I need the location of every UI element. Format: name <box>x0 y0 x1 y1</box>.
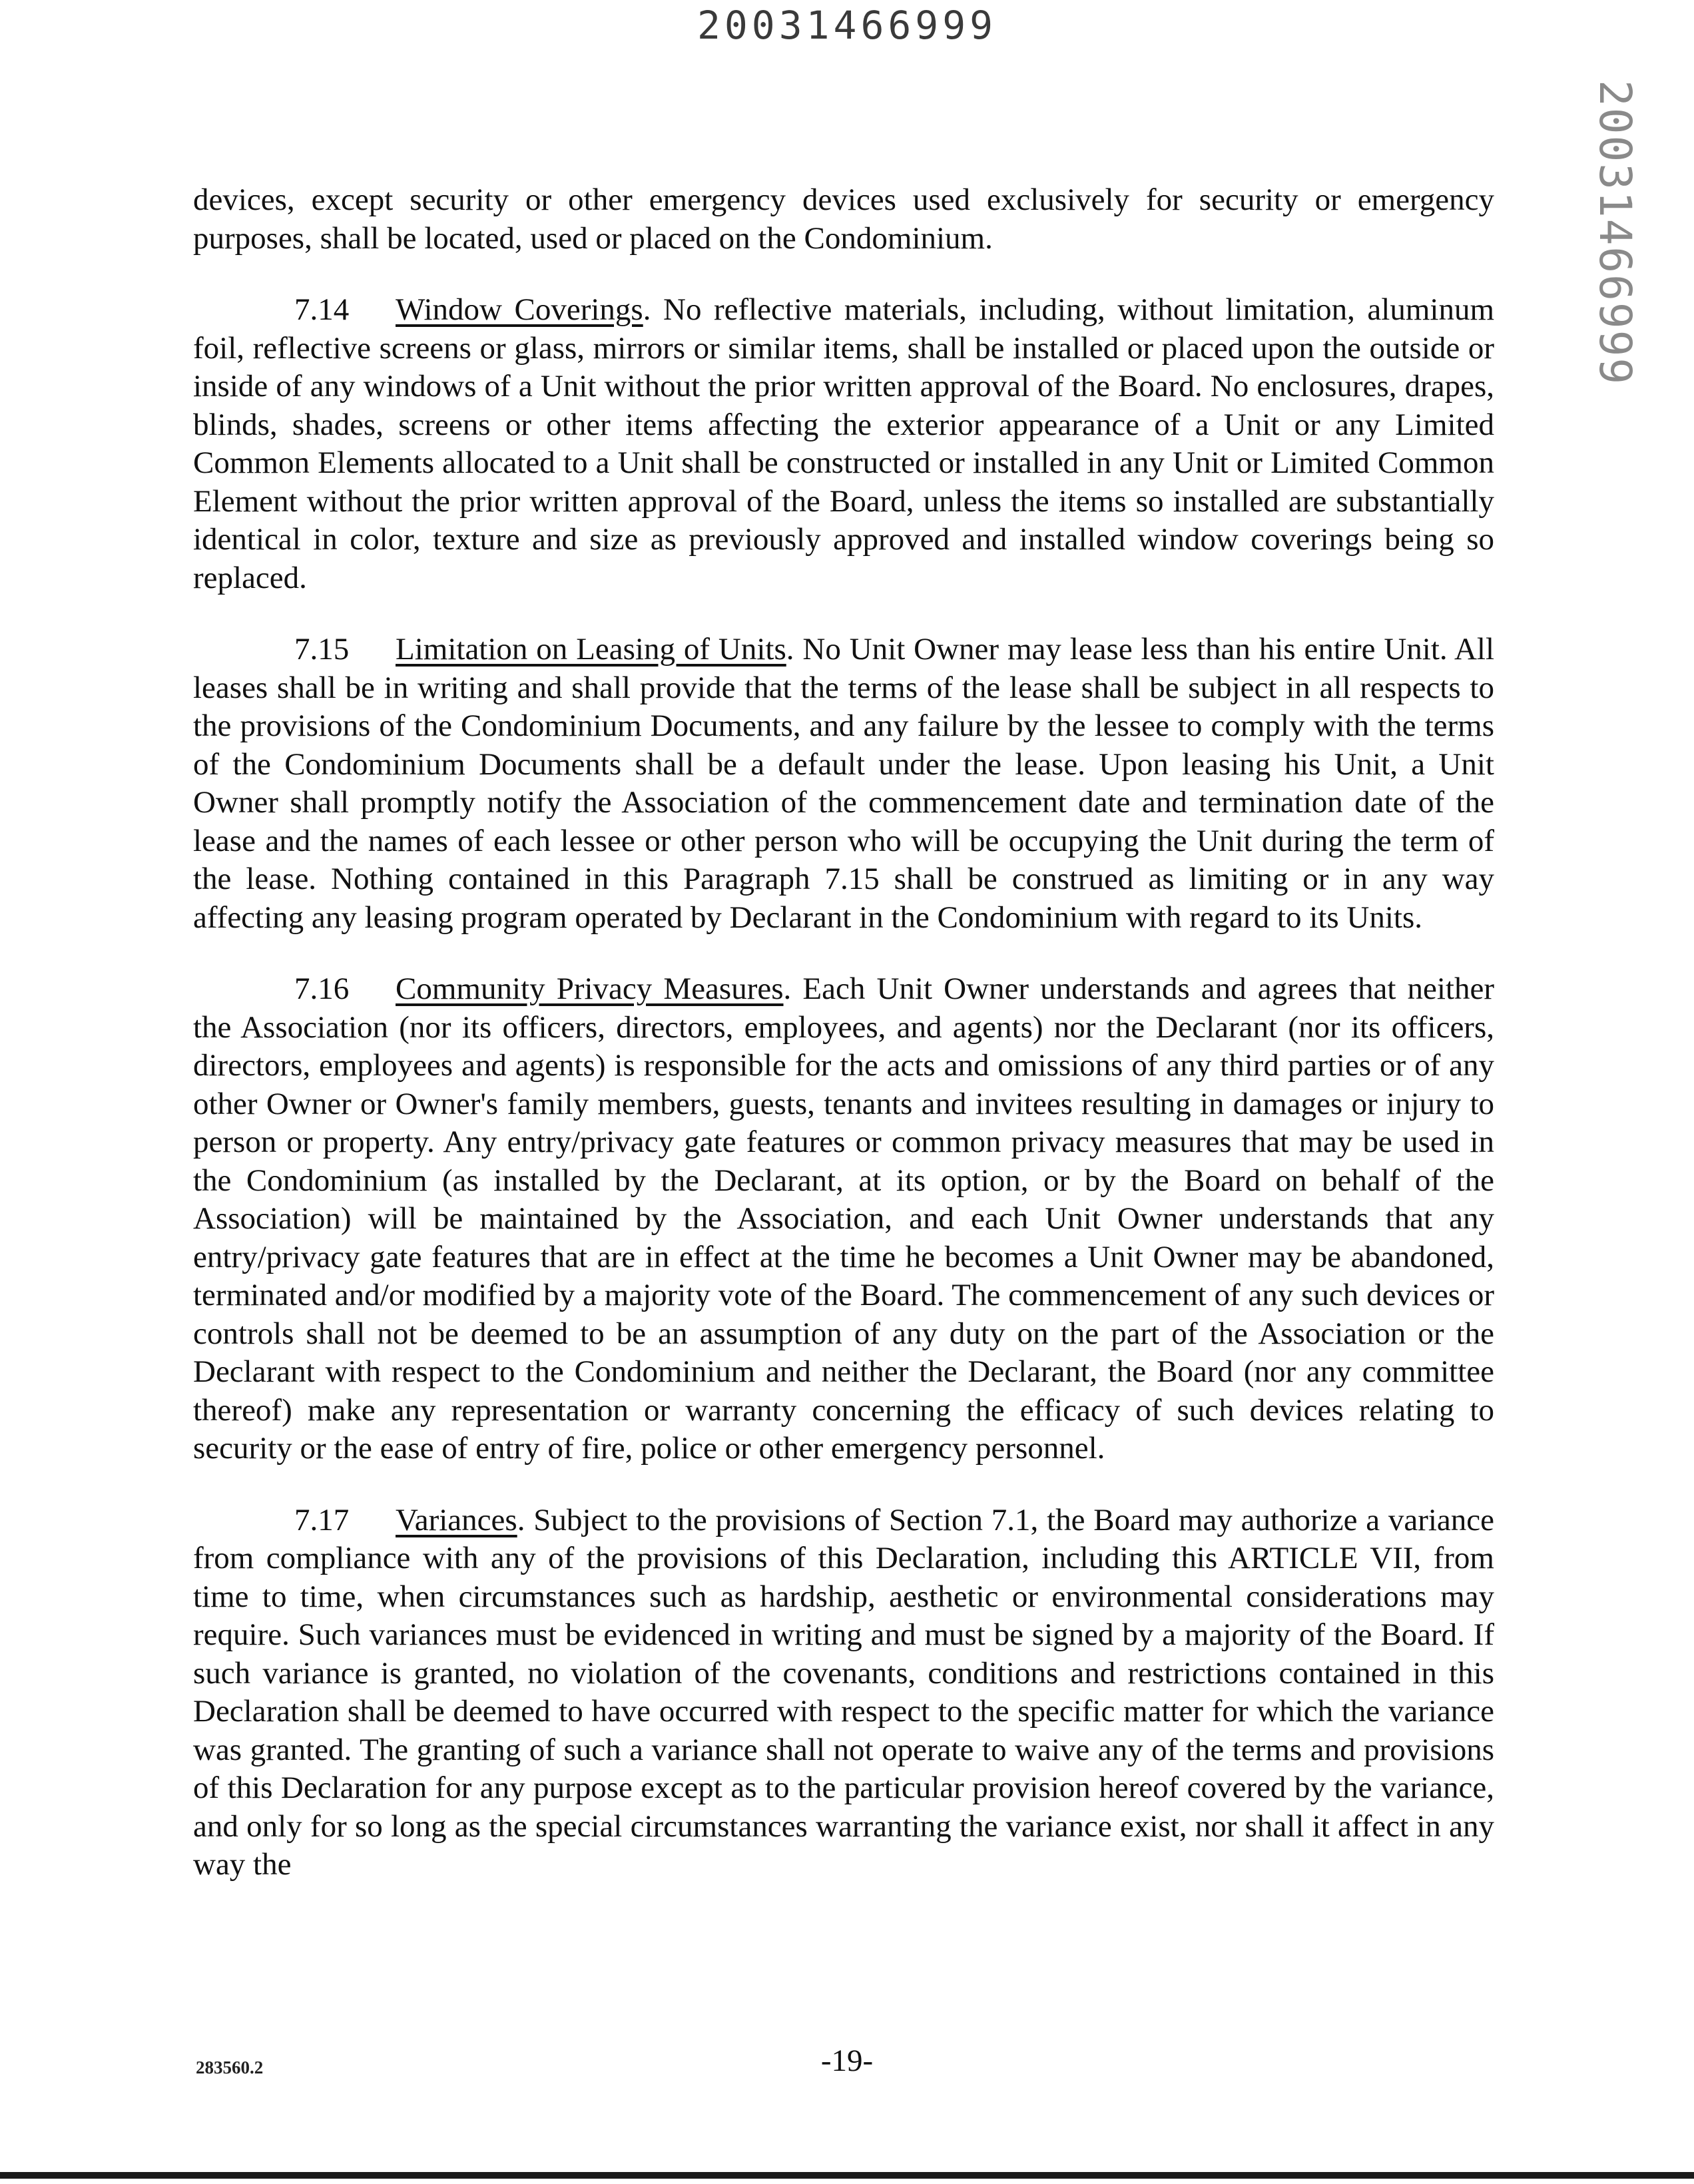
section-7-16: 7.16 Community Privacy Measures. Each Unit Owner understands and agrees that neither the Association (nor its officers, directors, employees, and agents) nor the Declarant (nor its officers, directors, employees and agents) is responsible for the acts and omissions of any third parties or of any other Owner or Owner's family members, guests, tenants and invitees resulting in damages or injury to person or property. Any entry/privacy gate features or common privacy measures that may be used in the Condominium (as installed by the Declarant, at its option, or by the Board on behalf of the Association) will be maintained by the Association, and each Unit Owner understands that any entry/privacy gate features that are in effect at the time he becomes a Unit Owner may be abandoned, terminated and/or modified by a majority vote of the Board. The commencement of any such devices or controls shall not be deemed to be an assumption of any duty on the part of the Association or the Declarant with respect to the Condominium and neither the Declarant, the Board (nor any committee thereof) make any representation or warranty concerning the efficacy of such devices relating to security or the ease of entry of fire, police or other emergency personnel. <box>193 971 1495 1466</box>
document-body <box>193 181 1494 1918</box>
page-number: -19- <box>820 2044 874 2078</box>
section-7-14: 7.14 Window Coverings. No reflective materials, including, without limitation, aluminum foil, reflective screens or glass, mirrors or similar items, shall be installed or placed upon the outside or inside of any windows of a Unit without the prior written approval of the Board. No enclosures, drapes, blinds, shades, screens or other items affecting the exterior appearance of a Unit or any Limited Common Elements allocated to a Unit shall be constructed or installed in any Unit or Limited Common Element without the prior written approval of the Board, unless the items so installed are substantially identical in color, texture and size as previously approved and installed window coverings being so replaced. <box>193 292 1494 595</box>
section-7-15: 7.15 Limitation on Leasing of Units. No Unit Owner may lease less than his entire Unit. All leases shall be in writing and shall provide that the terms of the lease shall be subject in all respects to the provisions of the Condominium Documents, and any failure by the lessee to comply with the terms of the Condominium Documents shall be a default under the lease. Upon leasing his Unit, a Unit Owner shall promptly notify the Association of the commencement date and termination date of the lease and the names of each lessee or other person who will be occupying the Unit during the term of the lease. Nothing contained in this Paragraph 7.15 shall be construed as limiting or in any way affecting any leasing program operated by Declarant in the Condominium with regard to its Units. <box>193 632 1495 935</box>
section-number: 7.14 <box>294 292 350 327</box>
section-text: Subject to the provisions of Section 7.1, the Board may authorize a variance from compliance with any of the provisions of this Declaration, including this ARTICLE VII, from time to time, when circumstances such as hardship, aesthetic or environmental considerations may require. Such variances must be evidenced in writing and must be signed by a majority of the Board. If such variance is granted, no violation of the covenants, conditions and restrictions contained in this Declaration shall be deemed to have occurred with respect to the specific matter for which the variance was granted. The granting of such a variance shall not operate to waive any of the terms and provisions of this Declaration for any purpose except as to the particular provision hereof covered by the variance, and only for so long as the special circumstances warranting the variance exist, nor shall it affect in any way the <box>193 1502 1495 1882</box>
section-title: Limitation on Leasing of Units <box>396 632 786 667</box>
section-number: 7.16 <box>294 971 350 1006</box>
section-7-17: 7.17 Variances. Subject to the provisions of Section 7.1, the Board may authorize a variance from compliance with any of the provisions of this Declaration, including this ARTICLE VII, from time to time, when circumstances such as hardship, aesthetic or environmental considerations may require. Such variances must be evidenced in writing and must be signed by a majority of the Board. If such variance is granted, no violation of the covenants, conditions and restrictions contained in this Declaration shall be deemed to have occurred with respect to the specific matter for which the variance was granted. The granting of such a variance shall not operate to waive any of the terms and provisions of this Declaration for any purpose except as to the particular provision hereof covered by the variance, and only for so long as the special circumstances warranting the variance exist, nor shall it affect in any way the <box>193 1502 1495 1882</box>
section-text: No reflective materials, including, without limitation, aluminum foil, reflective screens or glass, mirrors or similar items, shall be installed or placed upon the outside or inside of any windows of a Unit without the prior written approval of the Board. No enclosures, drapes, blinds, shades, screens or other items affecting the exterior appearance of a Unit or any Limited Common Elements allocated to a Unit shall be constructed or installed in any Unit or Limited Common Element without the prior written approval of the Board, unless the items so installed are substantially identical in color, texture and size as previously approved and installed window coverings being so replaced. <box>193 292 1494 595</box>
document-id-header: 20031466999 <box>697 3 997 48</box>
section-title: Window Coverings <box>396 292 643 327</box>
section-text: Each Unit Owner understands and agrees that neither the Association (nor its officers, directors, employees, and agents) nor the Declarant (nor its officers, directors, employees and agents) is responsible for the acts and omissions of any third parties or of any other Owner or Owner's family members, guests, tenants and invitees resulting in damages or injury to person or property. Any entry/privacy gate features or common privacy measures that may be used in the Condominium (as installed by the Declarant, at its option, or by the Board on behalf of the Association) will be maintained by the Association, and each Unit Owner understands that any entry/privacy gate features that are in effect at the time he becomes a Unit Owner may be abandoned, terminated and/or modified by a majority vote of the Board. The commencement of any such devices or controls shall not be deemed to be an assumption of any duty on the part of the Association or the Declarant with respect to the Condominium and neither the Declarant, the Board (nor any committee thereof) make any representation or warranty concerning the efficacy of such devices relating to security or the ease of entry of fire, police or other emergency personnel. <box>193 971 1495 1466</box>
footer-doc-code: 283560.2 <box>196 2057 264 2077</box>
section-title: Variances <box>396 1502 517 1537</box>
section-title: Community Privacy Measures <box>396 971 784 1006</box>
bottom-scan-rule <box>0 2172 1694 2179</box>
section-text: No Unit Owner may lease less than his entire Unit. All leases shall be in writing and shall provide that the terms of the lease shall be subject in all respects to the provisions of the Condominium Documents, and any failure by the lessee to comply with the terms of the Condominium Documents shall be a default under the lease. Upon leasing his Unit, a Unit Owner shall promptly notify the Association of the commencement date and termination date of the lease and the names of each lessee or other person who will be occupying the Unit during the term of the lease. Nothing contained in this Paragraph 7.15 shall be construed as limiting or in any way affecting any leasing program operated by Declarant in the Condominium with regard to its Units. <box>193 632 1495 935</box>
intro-paragraph: devices, except security or other emergency devices used exclusively for security or emergency purposes, shall be located, used or placed on the Condominium. <box>193 182 1494 256</box>
section-number: 7.15 <box>294 632 350 667</box>
side-stamp-number: 20031466999 <box>1589 80 1641 386</box>
section-number: 7.17 <box>294 1502 350 1537</box>
